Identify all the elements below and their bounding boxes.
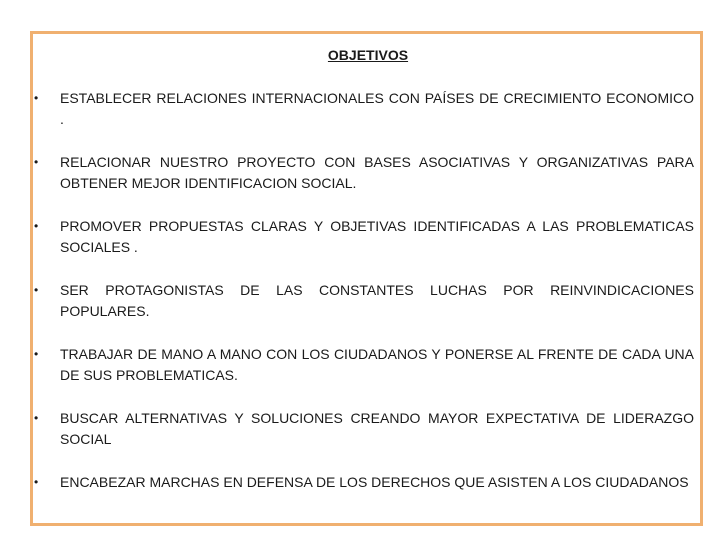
bullet-icon: • <box>34 475 39 489</box>
objectives-list <box>30 88 694 536</box>
list-item <box>30 472 694 514</box>
list-item <box>30 280 694 322</box>
objective-text: ENCABEZAR MARCHAS EN DEFENSA DE LOS DERECHOS QUE ASISTEN A LOS CIUDADANOS <box>60 474 689 490</box>
list-item <box>30 344 694 386</box>
list-item <box>30 216 694 258</box>
objective-text: PROMOVER PROPUESTAS CLARAS Y OBJETIVAS IDENTIFICADAS A LAS PROBLEMATICAS SOCIALES . <box>60 218 694 255</box>
bullet-icon: • <box>34 91 39 105</box>
objective-text: TRABAJAR DE MANO A MANO CON LOS CIUDADANOS Y PONERSE AL FRENTE DE CADA UNA DE SUS PROBLEMATICAS. <box>60 346 694 383</box>
list-item <box>30 88 694 130</box>
page-title: OBJETIVOS <box>327 47 409 63</box>
bullet-icon: • <box>34 347 39 361</box>
bullet-icon: • <box>34 219 39 233</box>
bullet-icon: • <box>34 411 39 425</box>
bullet-icon: • <box>34 283 39 297</box>
objective-text: SER PROTAGONISTAS DE LAS CONSTANTES LUCHAS POR REINVINDICACIONES POPULARES. <box>60 282 694 319</box>
list-item <box>30 152 694 194</box>
objective-text: ESTABLECER RELACIONES INTERNACIONALES CON PAÍSES DE CRECIMIENTO ECONOMICO . <box>60 90 694 127</box>
list-item <box>30 408 694 450</box>
objective-text: RELACIONAR NUESTRO PROYECTO CON BASES ASOCIATIVAS Y ORGANIZATIVAS PARA OBTENER MEJOR IDENTIFICACION SOCIAL. <box>60 154 694 191</box>
bullet-icon: • <box>34 155 39 169</box>
objective-text: BUSCAR ALTERNATIVAS Y SOLUCIONES CREANDO MAYOR EXPECTATIVA DE LIDERAZGO SOCIAL <box>60 410 694 447</box>
